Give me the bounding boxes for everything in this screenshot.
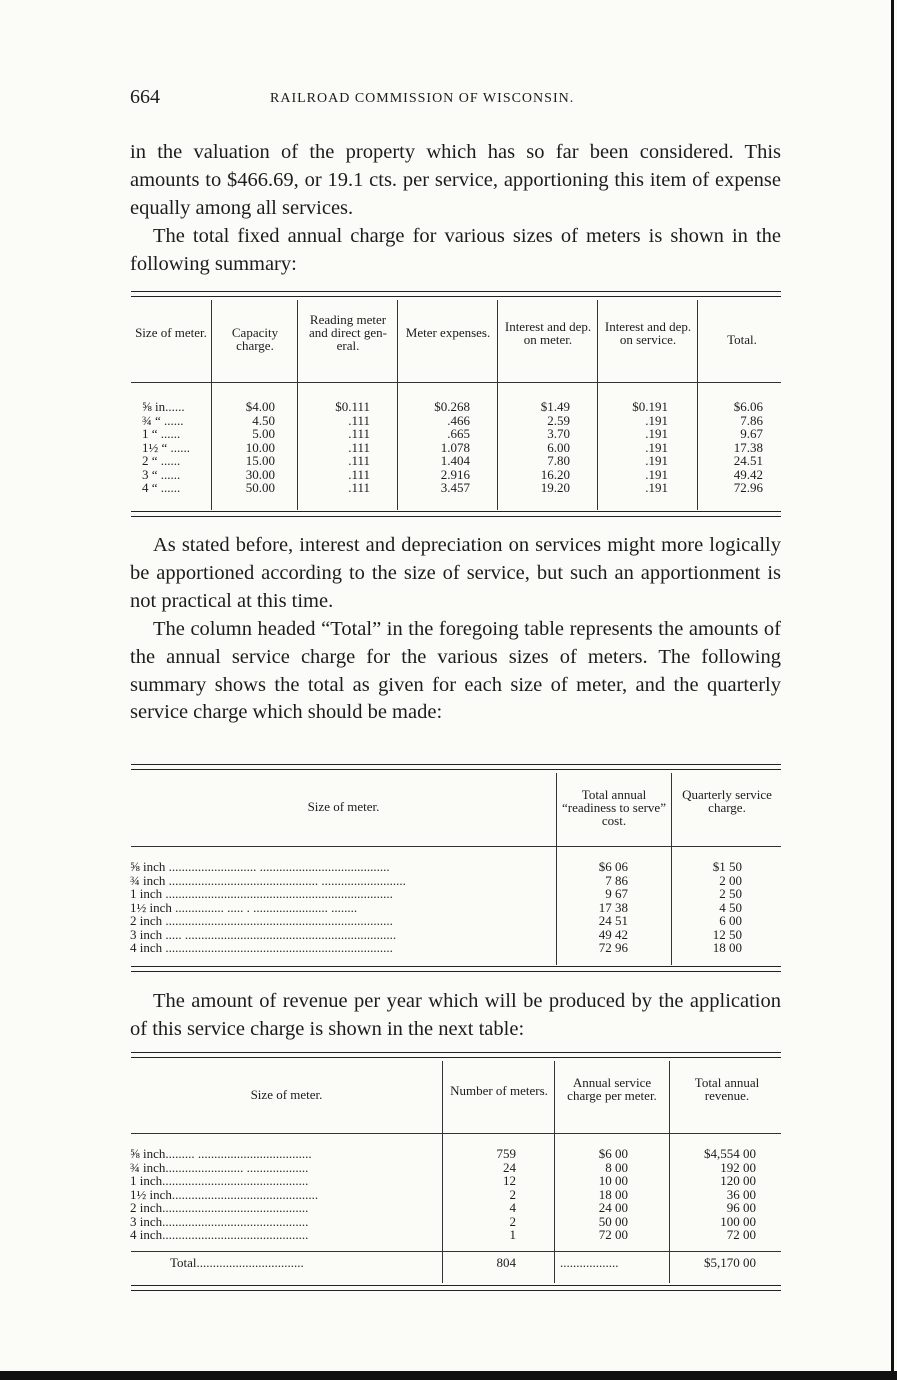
table1-header-size: Size of meter. bbox=[135, 325, 207, 340]
table-cell: 7.86 bbox=[740, 412, 763, 428]
table-cell: 2.59 bbox=[547, 412, 570, 428]
table-cell: .191 bbox=[645, 412, 668, 428]
running-title: RAILROAD COMMISSION OF WISCONSIN. bbox=[270, 91, 575, 106]
table1-header-capacity: Capacity charge. bbox=[231, 325, 279, 353]
table-cell: 1.078 bbox=[440, 439, 470, 455]
table-cell: .111 bbox=[348, 439, 370, 455]
table-cell: .191 bbox=[645, 480, 668, 495]
table2-col-size bbox=[130, 860, 554, 955]
paragraph-2: The total fixed annual charge for various sizes of meters is shown in the following summary: bbox=[130, 225, 781, 275]
table-cell: 24 bbox=[503, 1159, 516, 1175]
table1-header-interest-service: Interest and dep. on service. bbox=[604, 319, 692, 347]
table3-col-divider bbox=[669, 1061, 670, 1283]
table-cell: 4 bbox=[509, 1200, 516, 1215]
table-cell: ⅝ in...... bbox=[142, 399, 185, 414]
table-cell: 16.20 bbox=[540, 466, 570, 482]
table-cell: .111 bbox=[348, 480, 370, 495]
page-edge-right bbox=[891, 0, 894, 1380]
table1-col-size bbox=[142, 400, 210, 495]
paragraph-5: The amount of revenue per year which will be produced by the application of this service charge is shown in the next table: bbox=[130, 990, 781, 1040]
table1-header-interest-meter: Interest and dep. on meter. bbox=[504, 319, 592, 347]
paragraph-1: in the valuation of the property which has so far been considered. This amounts to $466.69, or 19.1 cts. per service, apportioning this item of expense equally among all services. bbox=[130, 141, 781, 219]
table2-header-quarterly: Quarterly service charge. bbox=[682, 787, 772, 815]
table-cell: 8 00 bbox=[605, 1159, 628, 1175]
table1-top-rule bbox=[131, 291, 781, 292]
table-cell: 2 bbox=[509, 1213, 516, 1229]
table-cell: 6 00 bbox=[719, 913, 742, 928]
table-cell: $5,170 00 bbox=[704, 1255, 756, 1270]
table-cell: 19.20 bbox=[540, 480, 570, 495]
table-cell: $0.111 bbox=[335, 399, 370, 414]
table2-bottom-rule-2 bbox=[131, 971, 781, 972]
table-cell: 3.457 bbox=[440, 480, 470, 495]
table-cell: 3 “ ...... bbox=[142, 466, 181, 482]
table3-col-number bbox=[470, 1147, 516, 1242]
table-cell: Total................................. bbox=[170, 1256, 304, 1270]
table1-col-divider bbox=[697, 300, 698, 510]
table1-header-meter-expenses: Meter expenses. bbox=[405, 325, 491, 340]
table-cell: $6 00 bbox=[598, 1146, 628, 1161]
table2-col-divider bbox=[671, 773, 672, 965]
table-cell: $0.191 bbox=[632, 399, 668, 414]
table-cell: 24.51 bbox=[733, 453, 763, 468]
table-cell: 120 00 bbox=[720, 1173, 756, 1188]
table-cell: 2 50 bbox=[719, 886, 742, 901]
table-cell: 3 inch............................................. bbox=[130, 1213, 309, 1229]
table3-col-annual-charge bbox=[578, 1147, 628, 1242]
table1-col-reading bbox=[310, 400, 370, 495]
table-cell: ⅝ inch ........................... ........................................ bbox=[130, 860, 390, 874]
table-cell: .111 bbox=[348, 412, 370, 428]
table-cell: .191 bbox=[645, 466, 668, 482]
table2-header-rule bbox=[131, 846, 781, 847]
table-cell: .111 bbox=[348, 453, 370, 468]
table2-header-size: Size of meter. bbox=[307, 799, 380, 814]
table-cell: 15.00 bbox=[245, 453, 275, 468]
table-cell: $4,554 00 bbox=[704, 1146, 756, 1161]
page-edge-bottom bbox=[0, 1371, 897, 1380]
table-cell: 12 50 bbox=[712, 926, 742, 942]
table-cell: 100 00 bbox=[720, 1213, 756, 1229]
table2-header-total-annual: Total annual “readiness to serve” cost. bbox=[562, 787, 666, 828]
table-cell: $0.268 bbox=[434, 399, 470, 414]
table-cell: 50 00 bbox=[598, 1213, 628, 1229]
table3-top-rule bbox=[131, 1052, 781, 1053]
table3-col-size bbox=[130, 1147, 440, 1242]
table1-col-interest-meter bbox=[510, 400, 570, 495]
table3-col-divider bbox=[554, 1061, 555, 1283]
table-cell: 18 00 bbox=[598, 1186, 628, 1202]
table3-bottom-rule bbox=[131, 1285, 781, 1286]
table3-col-divider bbox=[442, 1061, 443, 1283]
table-cell: 6.00 bbox=[547, 439, 570, 455]
table1-bottom-rule-2 bbox=[131, 516, 781, 517]
table-cell: 3.70 bbox=[547, 426, 570, 441]
table-cell: $6.06 bbox=[733, 399, 763, 414]
table-cell: 4 inch ...................................................................... bbox=[130, 940, 393, 955]
table-cell: 1 bbox=[509, 1227, 516, 1242]
table3-bottom-rule-2 bbox=[131, 1290, 781, 1291]
table-cell: 72 00 bbox=[726, 1227, 756, 1242]
table1-header-reading: Reading meter and direct general. bbox=[309, 312, 387, 353]
table-cell: $1 50 bbox=[712, 859, 742, 874]
table-cell: 72 96 bbox=[598, 940, 628, 955]
table2-top-rule-2 bbox=[131, 769, 781, 770]
table-cell: $6 06 bbox=[598, 859, 628, 874]
table-cell: 49.42 bbox=[733, 466, 763, 482]
table3-top-rule-2 bbox=[131, 1057, 781, 1058]
table-cell: .111 bbox=[348, 466, 370, 482]
table-cell: 4.50 bbox=[252, 412, 275, 428]
table1-col-meter-expenses bbox=[408, 400, 470, 495]
table3-header-size: Size of meter. bbox=[250, 1087, 323, 1102]
table2-col-divider bbox=[556, 773, 557, 965]
table-cell: ¾ inch .............................................. .......................... bbox=[130, 872, 406, 888]
table3-total-rule bbox=[131, 1251, 781, 1252]
page-number: 664 bbox=[130, 86, 160, 108]
table-cell: ¾ “ ...... bbox=[142, 412, 184, 428]
table-cell: 10 00 bbox=[598, 1173, 628, 1188]
table2-top-rule bbox=[131, 764, 781, 765]
table-cell: .................. bbox=[560, 1256, 619, 1270]
table-cell: 1 inch ...................................................................... bbox=[130, 886, 393, 901]
table-cell: 10.00 bbox=[245, 439, 275, 455]
table-cell: 1½ inch ............... ..... . ....................... ........ bbox=[130, 899, 358, 915]
table-cell: 1.404 bbox=[440, 453, 470, 468]
table1-col-total bbox=[705, 400, 763, 495]
table-cell: .191 bbox=[645, 453, 668, 468]
table2-col-quarterly bbox=[690, 860, 742, 955]
table1-col-interest-service bbox=[608, 400, 668, 495]
table-cell: 36 00 bbox=[726, 1186, 756, 1202]
table-cell: 1 “ ...... bbox=[142, 426, 181, 441]
page-header bbox=[130, 86, 780, 110]
table1-top-rule-2 bbox=[131, 296, 781, 297]
table-cell: 192 00 bbox=[720, 1159, 756, 1175]
table3-header-rule bbox=[131, 1133, 781, 1134]
table-cell: 9 67 bbox=[605, 886, 628, 901]
table-cell: .191 bbox=[645, 439, 668, 455]
table3-header-annual-charge: Annual service charge per meter. bbox=[567, 1075, 657, 1103]
table-cell: .466 bbox=[447, 412, 470, 428]
table-cell: 7.80 bbox=[547, 453, 570, 468]
table-cell: 17 38 bbox=[598, 899, 628, 915]
table1-col-divider bbox=[397, 300, 398, 510]
table-cell: 5.00 bbox=[252, 426, 275, 441]
table-cell: 1½ inch............................................. bbox=[130, 1186, 319, 1202]
table1-col-divider bbox=[297, 300, 298, 510]
table-cell: 24 00 bbox=[598, 1200, 628, 1215]
table-cell: 18 00 bbox=[712, 940, 742, 955]
table2-bottom-rule bbox=[131, 966, 781, 967]
table-cell: 2 “ ...... bbox=[142, 453, 181, 468]
table1-header-total: Total. bbox=[727, 332, 757, 347]
table-cell: 2 inch............................................. bbox=[130, 1200, 309, 1215]
table-cell: ⅝ inch......... ................................... bbox=[130, 1147, 312, 1161]
table-cell: 2.916 bbox=[440, 466, 470, 482]
table-cell: 759 bbox=[496, 1146, 516, 1161]
table3-header-number: Number of meters. bbox=[450, 1083, 548, 1098]
table-cell: 2 00 bbox=[719, 872, 742, 888]
table-cell: 4 “ ...... bbox=[142, 480, 181, 495]
table-cell: 1 inch............................................. bbox=[130, 1173, 309, 1188]
table1-col-divider bbox=[497, 300, 498, 510]
table1-col-divider bbox=[597, 300, 598, 510]
table1-col-capacity bbox=[215, 400, 275, 495]
table-cell: .665 bbox=[447, 426, 470, 441]
table-cell: $4.00 bbox=[245, 399, 275, 414]
table-cell: 804 bbox=[496, 1255, 516, 1270]
table-cell: .111 bbox=[348, 426, 370, 441]
table-cell: .191 bbox=[645, 426, 668, 441]
table3-col-total-revenue bbox=[680, 1147, 756, 1242]
table2-col-total-annual bbox=[580, 860, 628, 955]
table-cell: 30.00 bbox=[245, 466, 275, 482]
table-cell: 2 inch ...................................................................... bbox=[130, 913, 393, 928]
table-cell: 72 00 bbox=[598, 1227, 628, 1242]
table-cell: 4 50 bbox=[719, 899, 742, 915]
table-cell: 24 51 bbox=[598, 913, 628, 928]
table-cell: 72.96 bbox=[733, 480, 763, 495]
table1-bottom-rule bbox=[131, 511, 781, 512]
table3-header-total-revenue: Total annual revenue. bbox=[694, 1075, 760, 1103]
paragraph-4: The column headed “Total” in the foregoing table represents the amounts of the annual service charge for the various sizes of meters. The following summary shows the total as given for each size of meter, and the quarterly service charge which should be made: bbox=[130, 618, 781, 724]
table-cell: 3 inch ..... ................................................................. bbox=[130, 926, 397, 942]
table-cell: 17.38 bbox=[733, 439, 763, 455]
paragraph-3: As stated before, interest and depreciation on services might more logically be apportioned according to the size of service, but such an apportionment is not practical at this time. bbox=[130, 534, 781, 612]
table-cell: 4 inch............................................. bbox=[130, 1227, 309, 1242]
table1-col-divider bbox=[211, 300, 212, 510]
table-cell: 1½ “ ...... bbox=[142, 439, 191, 455]
table-cell: 50.00 bbox=[245, 480, 275, 495]
table-cell: 9.67 bbox=[740, 426, 763, 441]
table-cell: 96 00 bbox=[726, 1200, 756, 1215]
table-cell: 49 42 bbox=[598, 926, 628, 942]
table-cell: 12 bbox=[503, 1173, 516, 1188]
table-cell: 2 bbox=[509, 1186, 516, 1202]
table-cell: $1.49 bbox=[540, 399, 570, 414]
table1-header-rule bbox=[131, 382, 781, 383]
table-cell: 7 86 bbox=[605, 872, 628, 888]
table-cell: ¾ inch........................ ................... bbox=[130, 1159, 309, 1175]
